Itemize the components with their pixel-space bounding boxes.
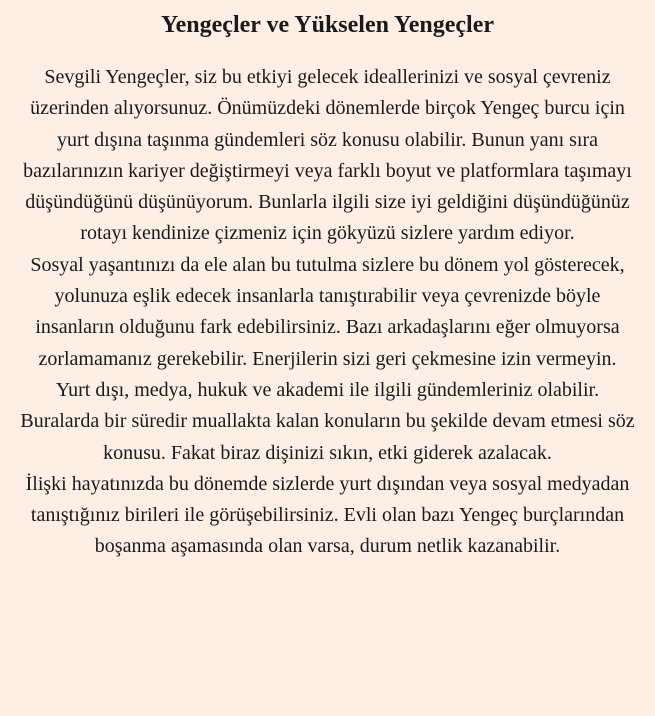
article-paragraph-1: Sevgili Yengeçler, siz bu etkiyi gelecek ideallerinizi ve sosyal çevreniz üzerinden alıyorsunuz. Önümüzdeki dönemlerde birçok Yengeç burcu için yurt dışına taşınma gündemleri söz konusu olabilir. Bunun yanı sıra bazılarınızın kariyer değiştirmeyi veya farklı boyut ve platformlara taşımayı düşündüğünü düşünüyorum. Bunlarla ilgili size iyi geldiğini düşündüğünüz rotayı kendinize çizmeniz için gökyüzü sizlere yardım ediyor. [23, 66, 632, 245]
article-paragraph-2: Sosyal yaşantınızı da ele alan bu tutulma sizlere bu dönem yol gösterecek, yolunuza eşlik edecek insanlarla tanıştırabilir veya çevrenizde böyle insanların olduğunu fark edebilirsiniz. Bazı arkadaşlarını eğer olmuyorsa zorlamamanız gerekebilir. Enerjilerin sizi geri çekmesine izin vermeyin. [30, 253, 625, 370]
article-title: Yengeçler ve Yükselen Yengeçler [160, 12, 495, 38]
article-paragraph-4: İlişki hayatınızda bu dönemde sizlerde yurt dışından veya sosyal medyadan tanıştığınız birileri ile görüşebilirsiniz. Evli olan bazı Yengeç burçlarından boşanma aşamasında olan varsa, durum netlik kazanabilir. [25, 472, 630, 558]
article-paragraph-3: Yurt dışı, medya, hukuk ve akademi ile ilgili gündemleriniz olabilir. Buralarda bir süredir muallakta kalan konuların bu şekilde devam etmesi söz konusu. Fakat biraz dişinizi sıkın, etki giderek azalacak. [20, 378, 635, 464]
